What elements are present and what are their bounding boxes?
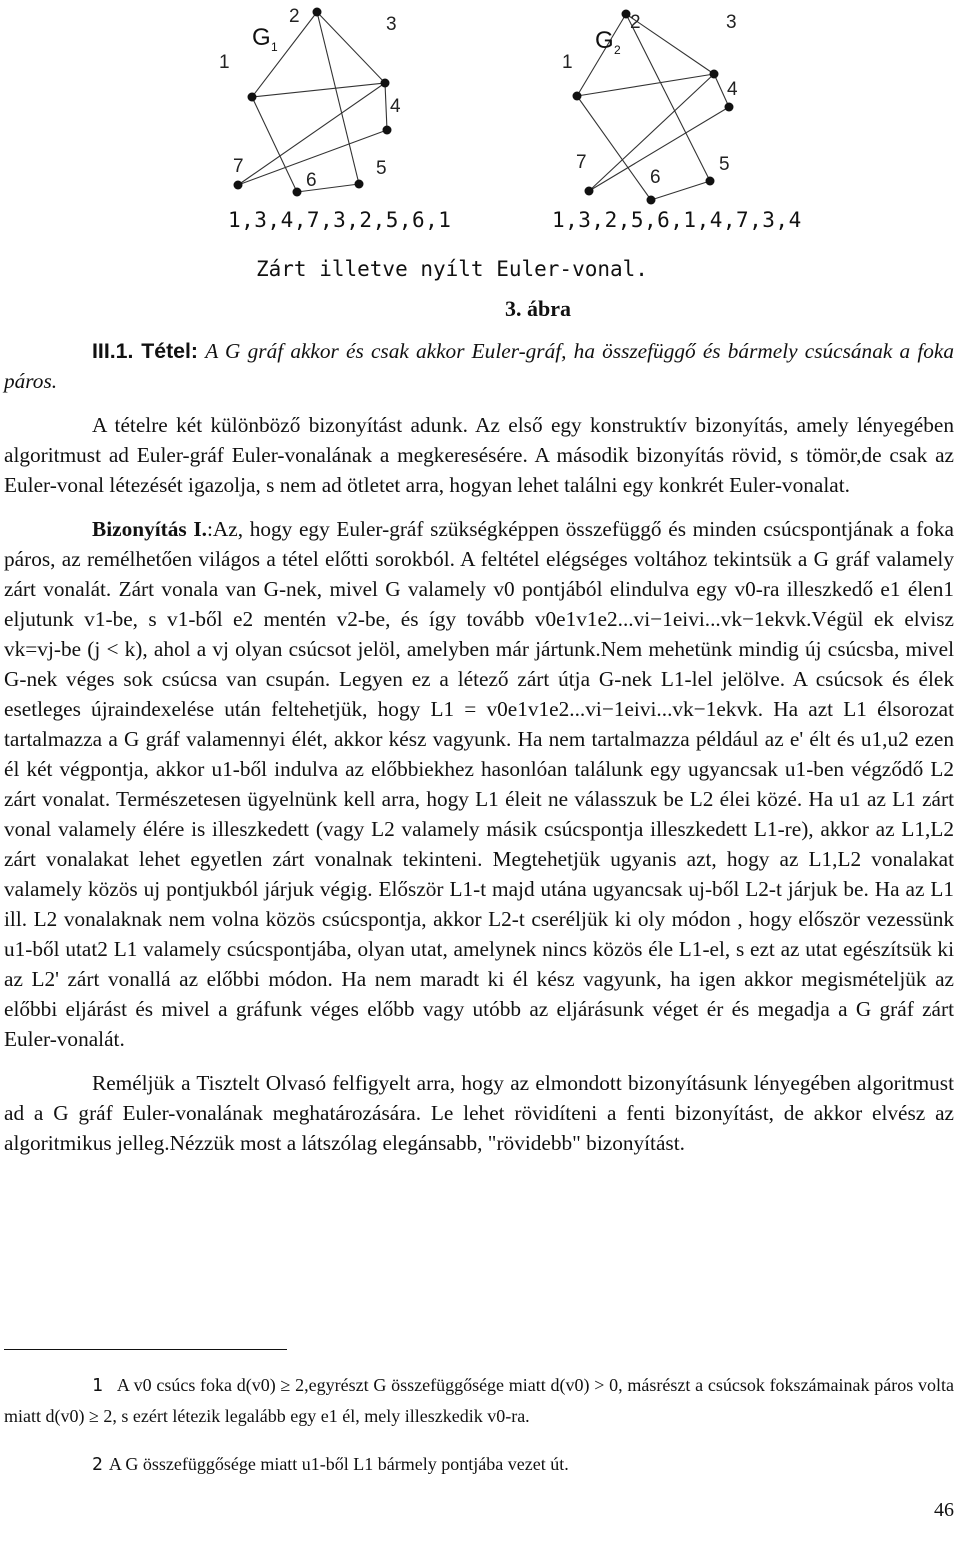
footnote-2-text: A G összefüggősége miatt u1-ből L1 bármely pontjába vezet út. — [108, 1454, 569, 1474]
g1-subscript: 1 — [271, 40, 278, 54]
g1-vertex-3 — [381, 79, 390, 88]
g2-vertex-5 — [706, 177, 715, 186]
body-text — [4, 336, 954, 1158]
footnote-1-number: 1 — [92, 1375, 103, 1396]
footnote-2 — [4, 1449, 954, 1480]
g2-label-6: 6 — [650, 167, 661, 188]
closed-euler-sequence: 1,3,4,7,3,2,5,6,1 — [228, 208, 452, 232]
g1-name: G — [252, 24, 271, 51]
g2-vertex-3 — [710, 70, 719, 79]
figure-description: Zárt illetve nyílt Euler-vonal. — [256, 257, 648, 281]
footnote-2-number: 2 — [92, 1454, 103, 1475]
g2-label-5: 5 — [719, 154, 730, 175]
g2-name: G — [595, 27, 614, 54]
figure-caption: 3. ábra — [505, 296, 571, 321]
theorem-paragraph — [4, 336, 954, 396]
g2-vertex-6 — [647, 196, 656, 205]
g1-vertex-1 — [248, 93, 257, 102]
g2-label-3: 3 — [726, 12, 737, 33]
footnote-separator — [4, 1349, 287, 1350]
g1-label-2: 2 — [289, 6, 300, 27]
g2-vertex-4 — [725, 103, 734, 112]
g1-label-4: 4 — [390, 96, 401, 117]
g2-label-7: 7 — [576, 152, 587, 173]
page-number: 46 — [934, 1499, 954, 1521]
g1-vertex-2 — [313, 8, 322, 17]
footnote-1-text: A v0 csúcs foka d(v0) ≥ 2,egyrészt G összefüggősége miatt d(v0) > 0, másrészt a csúcsok fokszámainak páros volta miatt d(v0) ≥ 2, s ezért létezik legalább egy e1 él, mely illeszkedik v0-ra. — [4, 1375, 954, 1426]
open-euler-sequence: 1,3,2,5,6,1,4,7,3,4 — [552, 208, 802, 232]
g1-label-6: 6 — [306, 170, 317, 191]
g2-label-4: 4 — [727, 79, 738, 100]
euler-graph-figure — [0, 0, 960, 240]
g2-vertex-7 — [585, 187, 594, 196]
g1-vertex-6 — [293, 188, 302, 197]
g1-vertex-5 — [355, 180, 364, 189]
footnote-1 — [4, 1370, 954, 1431]
theorem-statement: A G gráf akkor és csak akkor Euler-gráf, ha összefüggő és bármely csúcsának a foka páros. — [4, 339, 954, 393]
closing-paragraph: Reméljük a Tisztelt Olvasó felfigyelt arra, hogy az elmondott bizonyításunk lényegében algoritmust ad a G gráf Euler-vonalának meghatározására. Le lehet rövidíteni a fenti bizonyítást, de akkor elvész az algoritmikus jelleg.Nézzük most a látszólag elegánsabb, "rövidebb" bizonyítást. — [4, 1071, 954, 1155]
g1-label-1: 1 — [219, 52, 230, 73]
g1-label-3: 3 — [386, 14, 397, 35]
intro-paragraph: A tételre két különböző bizonyítást adunk. Az első egy konstruktív bizonyítás, amely lényegében algoritmust ad Euler-gráf Euler-vonalának a megkeresésére. A második bizonyítás rövid, s tömör,de csak az Euler-vonal létezését igazolja, s nem ad ötletet arra, hogyan lehet találni egy konkrét Euler-vonalat. — [4, 413, 954, 497]
proof-paragraph — [4, 514, 954, 1054]
g1-vertex-4 — [383, 126, 392, 135]
g1-vertex-7 — [234, 181, 243, 190]
g2-vertex-1 — [573, 92, 582, 101]
g2-label-2: 2 — [630, 12, 641, 33]
g2-label-1: 1 — [562, 52, 573, 73]
theorem-label: III.1. Tétel: — [92, 339, 199, 363]
g1-label-7: 7 — [233, 156, 244, 177]
footnotes — [4, 1370, 954, 1480]
g1-label-5: 5 — [376, 158, 387, 179]
proof-text: :Az, hogy egy Euler-gráf szükségképpen összefüggő és minden csúcspontjának a foka páros, az remélhetően világos a tétel előtti sorokból. A feltétel elégséges voltához tekintsük a G gráf valamely zárt vonalát. Zárt vonala van G-nek, mivel G valamely v0 pontjából elindulva egy v0-ra illeszkedő e1 élen1 eljutunk v1-be, s v1-ből e2 mentén v2-be, és így tovább v0e1v1e2...vi−1eivi...vk−1ekvk.Végül ek elvisz vk=vj-be (j < k), ahol a vj olyan csúcsot jelöl, amelyben már jártunk.Nem mehetünk mindig új csúcsba, mivel G-nek véges sok csúcsa van csupán. Legyen ez a létező zárt útja G-nek L1-lel jelölve. A csúcsok és élek esetleges újraindexelése után feltehetjük, hogy L1 = v0e1v1e2...vi−1eivi...vk−1ekvk. Ha azt L1 élsorozat tartalmazza a G gráf valamennyi élét, akkor kész vagyunk. Ha nem tartalmazza például az e' élt és u1,u2 ezen él két végpontja, akkor u1-ből indulva az előbbiekhez hasonlóan találunk egy ugyancsak u1-ben végződő L2 zárt vonalat. Természetesen ügyelnünk kell arra, hogy L1 éleit ne válasszuk be L2 élei közé. Ha u1 az L1 zárt vonal valamely élére is illeszkedett (vagy L2 valamely másik csúcspontja illeszkedett L1-re), akkor az L1,L2 zárt vonalakat lehet egyetlen zárt vonalnak tekinteni. Megtehetjük ugyanis azt, hogy az L1,L2 vonalakat valamely közös uj pontjukból járjuk végig. Először L1-t majd utána ugyancsak uj-ből L2-t járjuk be. Ha az L1 ill. L2 vonalaknak nem volna közös csúcspontja, akkor L2-t cseréljük ki oly módon , hogy először vezessünk u1-ből utat2 L1 valamely csúcspontjába, olyan utat, amelynek nincs közös éle L1-el, s ezt az utat egészítsük ki az L2' zárt vonallá az előbbi módon. Ha nem maradt ki él kész vagyunk, ha igen akkor megismételjük az előbbi eljárást és mivel a gráfunk véges előbb vagy utóbb az eljárásunk véget ér és megadja a G gráf zárt Euler-vonalát. — [4, 517, 954, 1051]
proof-label: Bizonyítás I. — [92, 517, 207, 541]
g2-subscript: 2 — [614, 43, 621, 57]
